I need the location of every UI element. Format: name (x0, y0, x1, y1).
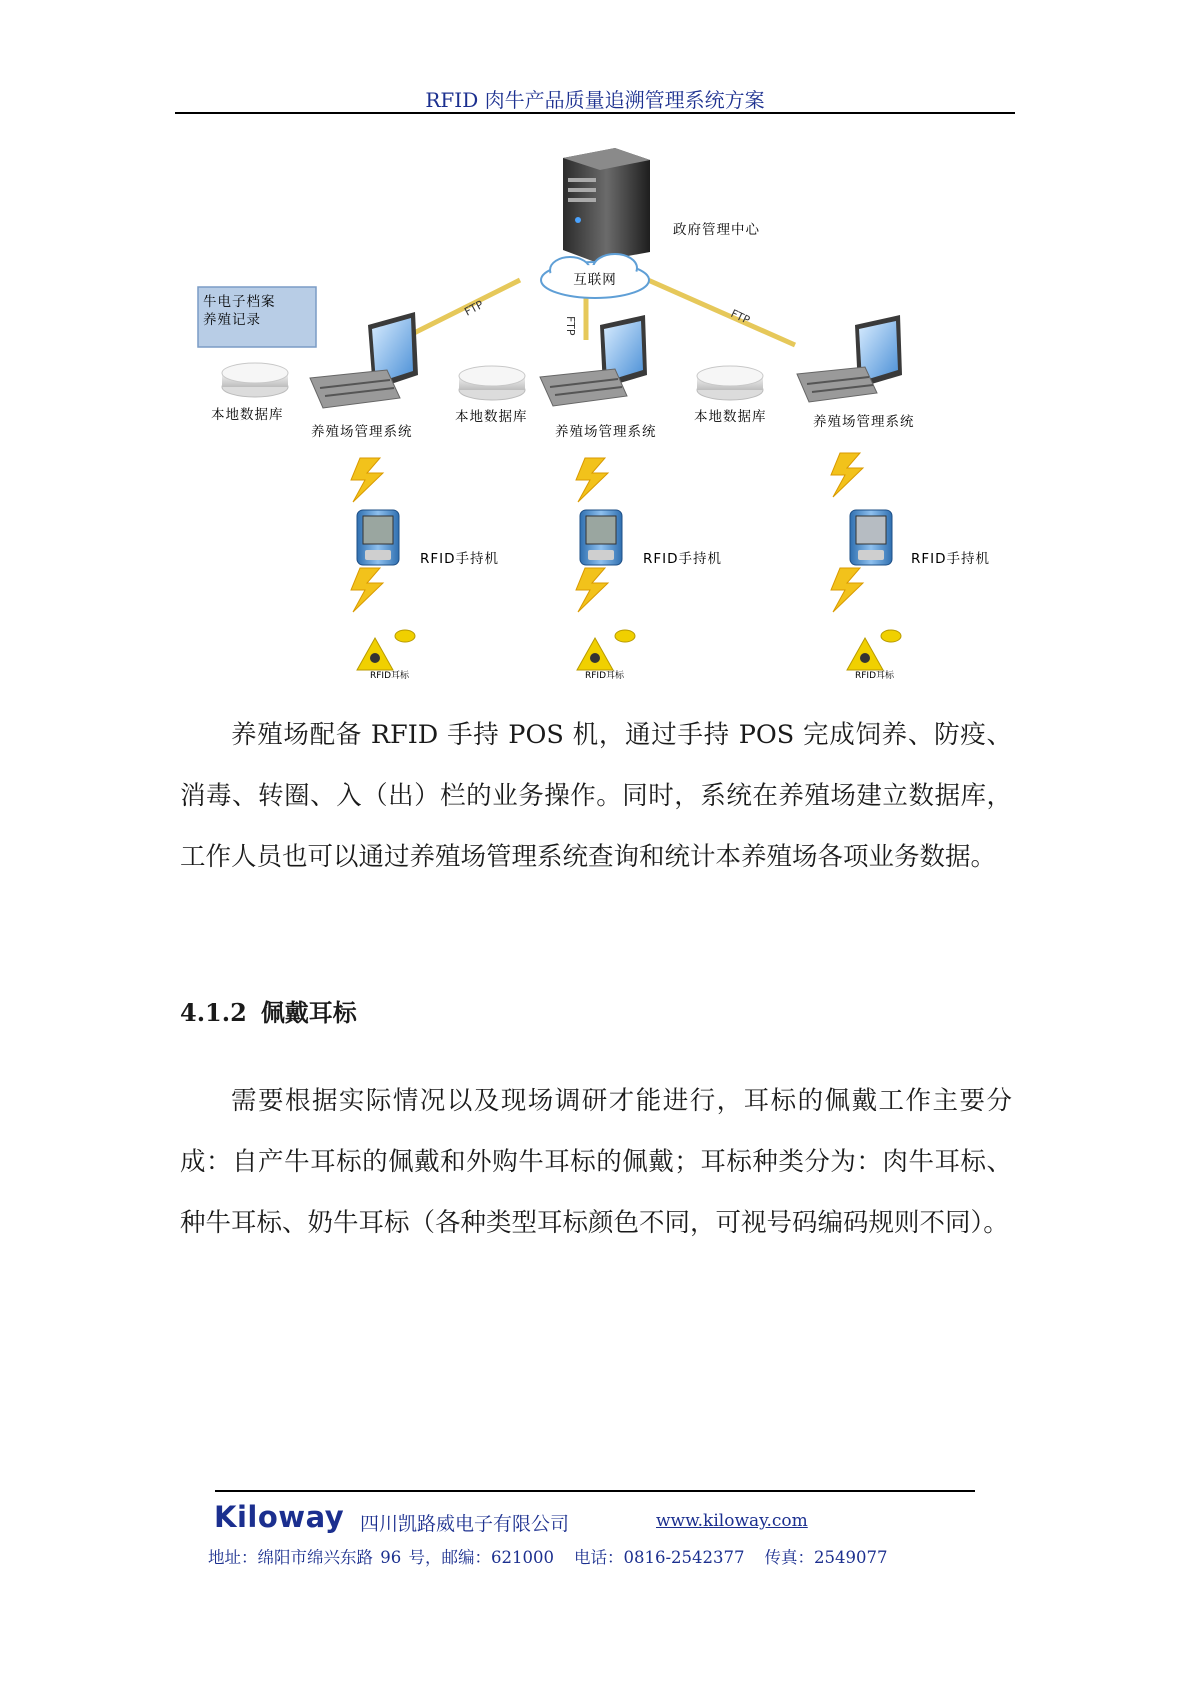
ftp-label-left: FTP (462, 298, 486, 319)
section-title: 佩戴耳标 (260, 998, 357, 1027)
eartag-label-left: RFID耳标 (370, 671, 410, 681)
section-number: 4.1.2 (180, 998, 247, 1027)
database-icon (697, 366, 763, 400)
ftp-label-right: FTP (728, 306, 752, 327)
record-box-line1: 牛电子档案 (203, 294, 276, 310)
database-icon (459, 366, 525, 400)
running-header: RFID 肉牛产品质量追溯管理系统方案 (425, 88, 765, 112)
handheld-label-right: RFID手持机 (911, 551, 991, 567)
ear-tag-icon (577, 630, 635, 670)
database-icon (222, 363, 288, 397)
farm-system-label-left: 养殖场管理系统 (311, 424, 413, 440)
phone-text: 电话：0816-2542377 (573, 1548, 745, 1567)
address-text: 地址：绵阳市绵兴东路 96 号，邮编：621000 (208, 1548, 554, 1567)
diagram-svg (175, 140, 1015, 690)
paragraph-eartag (180, 1071, 1012, 1254)
paragraph-farm-pos (180, 705, 1012, 888)
internet-label: 互联网 (573, 272, 617, 288)
farm-system-label-middle: 养殖场管理系统 (555, 424, 657, 440)
ear-tag-icon (357, 630, 415, 670)
handheld-icon (357, 510, 399, 565)
brand-logo: Kiloway (214, 1500, 345, 1534)
header-rule (175, 112, 1015, 114)
fax-text: 传真：2549077 (764, 1548, 888, 1567)
eartag-label-right: RFID耳标 (855, 671, 895, 681)
local-db-label-left: 本地数据库 (211, 407, 284, 423)
paragraph-1-text: 养殖场配备 RFID 手持 POS 机，通过手持 POS 完成饲养、防疫、消毒、转圈、入（出）栏的业务操作。同时，系统在养殖场建立数据库，工作人员也可以通过养殖场管理系统查询和统计本养殖场各项业务数据。 (180, 720, 1012, 872)
handheld-label-left: RFID手持机 (420, 551, 500, 567)
local-db-label-middle: 本地数据库 (455, 409, 528, 425)
handheld-icon (580, 510, 622, 565)
local-db-label-right: 本地数据库 (694, 409, 767, 425)
network-diagram (175, 140, 1015, 690)
computer-icon (540, 315, 647, 406)
section-heading (180, 993, 357, 1028)
website-link[interactable]: www.kiloway.com (656, 1511, 808, 1531)
ftp-label-middle: FTP (564, 316, 577, 336)
handheld-label-middle: RFID手持机 (643, 551, 723, 567)
gov-center-label: 政府管理中心 (673, 222, 760, 238)
company-name: 四川凯路威电子有限公司 (360, 1513, 570, 1535)
computer-icon (797, 315, 902, 402)
ear-tag-icon (847, 630, 901, 670)
record-box-line2: 养殖记录 (203, 312, 261, 328)
handheld-icon (850, 510, 892, 565)
eartag-label-middle: RFID耳标 (585, 671, 625, 681)
farm-system-label-right: 养殖场管理系统 (813, 414, 915, 430)
server-icon (563, 148, 650, 262)
footer-rule (215, 1490, 975, 1492)
paragraph-2-text: 需要根据实际情况以及现场调研才能进行，耳标的佩戴工作主要分成：自产牛耳标的佩戴和外购牛耳标的佩戴；耳标种类分为：肉牛耳标、种牛耳标、奶牛耳标（各种类型耳标颜色不同，可视号码编码规则不同）。 (180, 1086, 1012, 1238)
computer-icon (310, 312, 418, 408)
contact-line (208, 1544, 908, 1568)
